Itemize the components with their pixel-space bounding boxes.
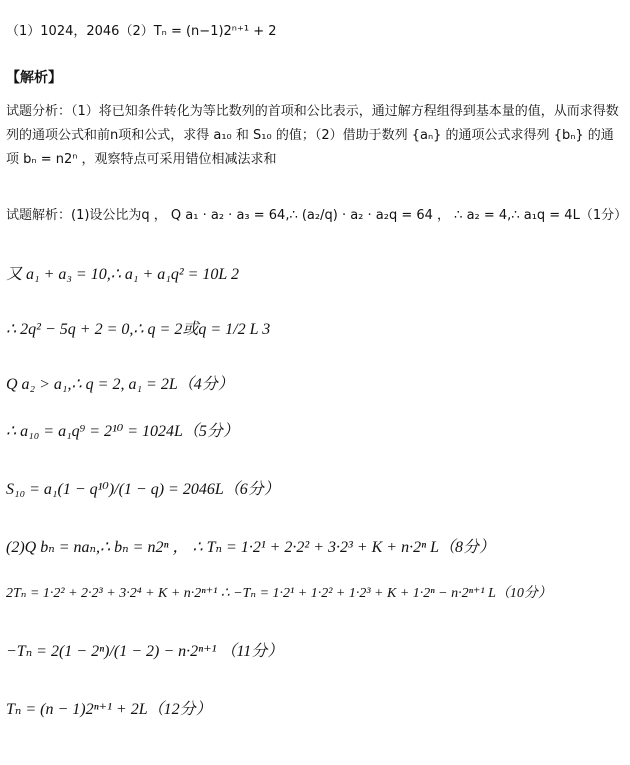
solution-step-10: Tₙ = (n − 1)2ⁿ⁺¹ + 2L（12分） — [6, 701, 212, 718]
solution-step-2: 又 a₁ + a₃ = 10,∴ a₁ + a₁q² = 10L 2 — [6, 266, 240, 283]
solution-step-3: ∴ 2q² − 5q + 2 = 0,∴ q = 2或q = 1/2 L 3 — [6, 321, 271, 338]
solution-step-4: Q a₂ > a₁,∴ q = 2, a₁ = 2L（4分） — [6, 376, 234, 393]
solution-step-8: 2Tₙ = 1·2² + 2·2³ + 3·2⁴ + K + n·2ⁿ⁺¹ ∴ −Tₙ = 1·2¹ + 1·2² + 1·2³ + K + 1·2ⁿ − n·2ⁿ⁺¹ L（10分） — [6, 586, 552, 601]
solution-step-1: 试题解析：(1)设公比为q ， Q a₁ · a₂ · a₃ = 64,∴ (a₂/q) · a₂ · a₂q = 64 ， ∴ a₂ = 4,∴ a₁q = 4L（1分） — [6, 208, 628, 223]
solution-step-5: ∴ a₁₀ = a₁q⁹ = 2¹⁰ = 1024L（5分） — [6, 423, 239, 440]
answer-line: （1）1024，2046（2）Tₙ = (n−1)2ⁿ⁺¹ + 2 — [6, 24, 277, 39]
solution-step-9: −Tₙ = 2(1 − 2ⁿ)/(1 − 2) − n·2ⁿ⁺¹ （11分） — [6, 643, 284, 660]
solution-step-6: S₁₀ = a₁(1 − q¹⁰)/(1 − q) = 2046L（6分） — [6, 481, 280, 498]
analysis-paragraph: 试题分析：（1）将已知条件转化为等比数列的首项和公比表示，通过解方程组得到基本量的值，从而求得数列的通项公式和前n项和公式，求得 a₁₀ 和 S₁₀ 的值；（2）借助于数列 {aₙ} 的通项公式求得列 {bₙ} 的通项 bₙ = n2ⁿ ，观察特点可采用错位相减法求和 — [6, 104, 619, 167]
solution-step-7: (2)Q bₙ = naₙ,∴ bₙ = n2ⁿ ， ∴ Tₙ = 1·2¹ + 2·2² + 3·2³ + K + n·2ⁿ L（8分） — [6, 539, 496, 556]
analysis-heading: 【解析】 — [6, 70, 62, 86]
